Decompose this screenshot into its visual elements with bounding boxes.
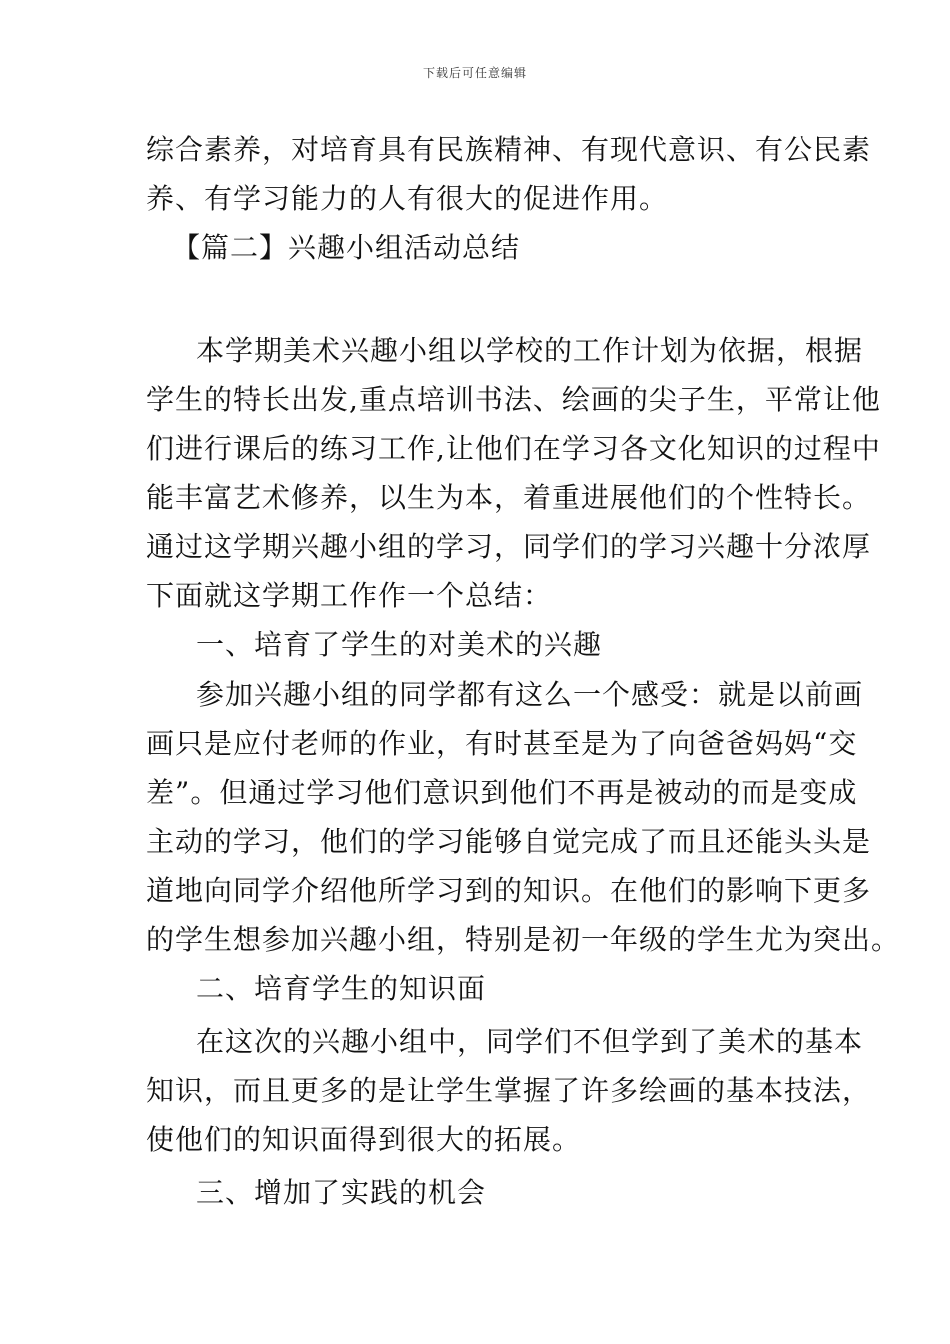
paragraph-line: 本学期美术兴趣小组以学校的工作计划为依据，根据 (196, 334, 864, 367)
paragraph-line: 下面就这学期工作作一个总结： (146, 579, 553, 612)
paragraph-line: 差”。但通过学习他们意识到他们不再是被动的而是变成 (146, 776, 858, 809)
paragraph-line: 综合素养，对培育具有民族精神、有现代意识、有公民素 (146, 133, 872, 166)
paragraph-line: 使他们的知识面得到很大的拓展。 (146, 1123, 582, 1156)
subheading: 三、增加了实践的机会 (196, 1176, 487, 1209)
paragraph-line: 知识，而且更多的是让学生掌握了许多绘画的基本技法， (146, 1074, 872, 1107)
paragraph-line: 参加兴趣小组的同学都有这么一个感受：就是以前画 (196, 678, 864, 711)
paragraph-line: 通过这学期兴趣小组的学习，同学们的学习兴趣十分浓厚 (146, 530, 872, 563)
paragraph-line: 的学生想参加兴趣小组，特别是初一年级的学生尤为突出。 (146, 923, 901, 956)
paragraph-line: 在这次的兴趣小组中，同学们不但学到了美术的基本 (196, 1025, 864, 1058)
paragraph-line: 养、有学习能力的人有很大的促进作用。 (146, 182, 669, 215)
paragraph-line: 画只是应付老师的作业，有时甚至是为了向爸爸妈妈“交 (146, 727, 858, 760)
section-title: 【篇二】兴趣小组活动总结 (172, 231, 521, 264)
paragraph-line: 能丰富艺术修养，以生为本，着重进展他们的个性特长。 (146, 481, 872, 514)
paragraph-line: 学生的特长出发,重点培训书法、绘画的尖子生，平常让他 (146, 383, 881, 416)
paragraph-line: 主动的学习，他们的学习能够自觉完成了而且还能头头是 (146, 825, 872, 858)
header-note: 下载后可任意编辑 (422, 66, 527, 80)
paragraph-line: 们进行课后的练习工作,让他们在学习各文化知识的过程中 (146, 432, 881, 465)
paragraph-line: 道地向同学介绍他所学习到的知识。在他们的影响下更多 (146, 874, 872, 907)
subheading: 一、培育了学生的对美术的兴趣 (196, 628, 603, 661)
subheading: 二、培育学生的知识面 (196, 972, 487, 1005)
